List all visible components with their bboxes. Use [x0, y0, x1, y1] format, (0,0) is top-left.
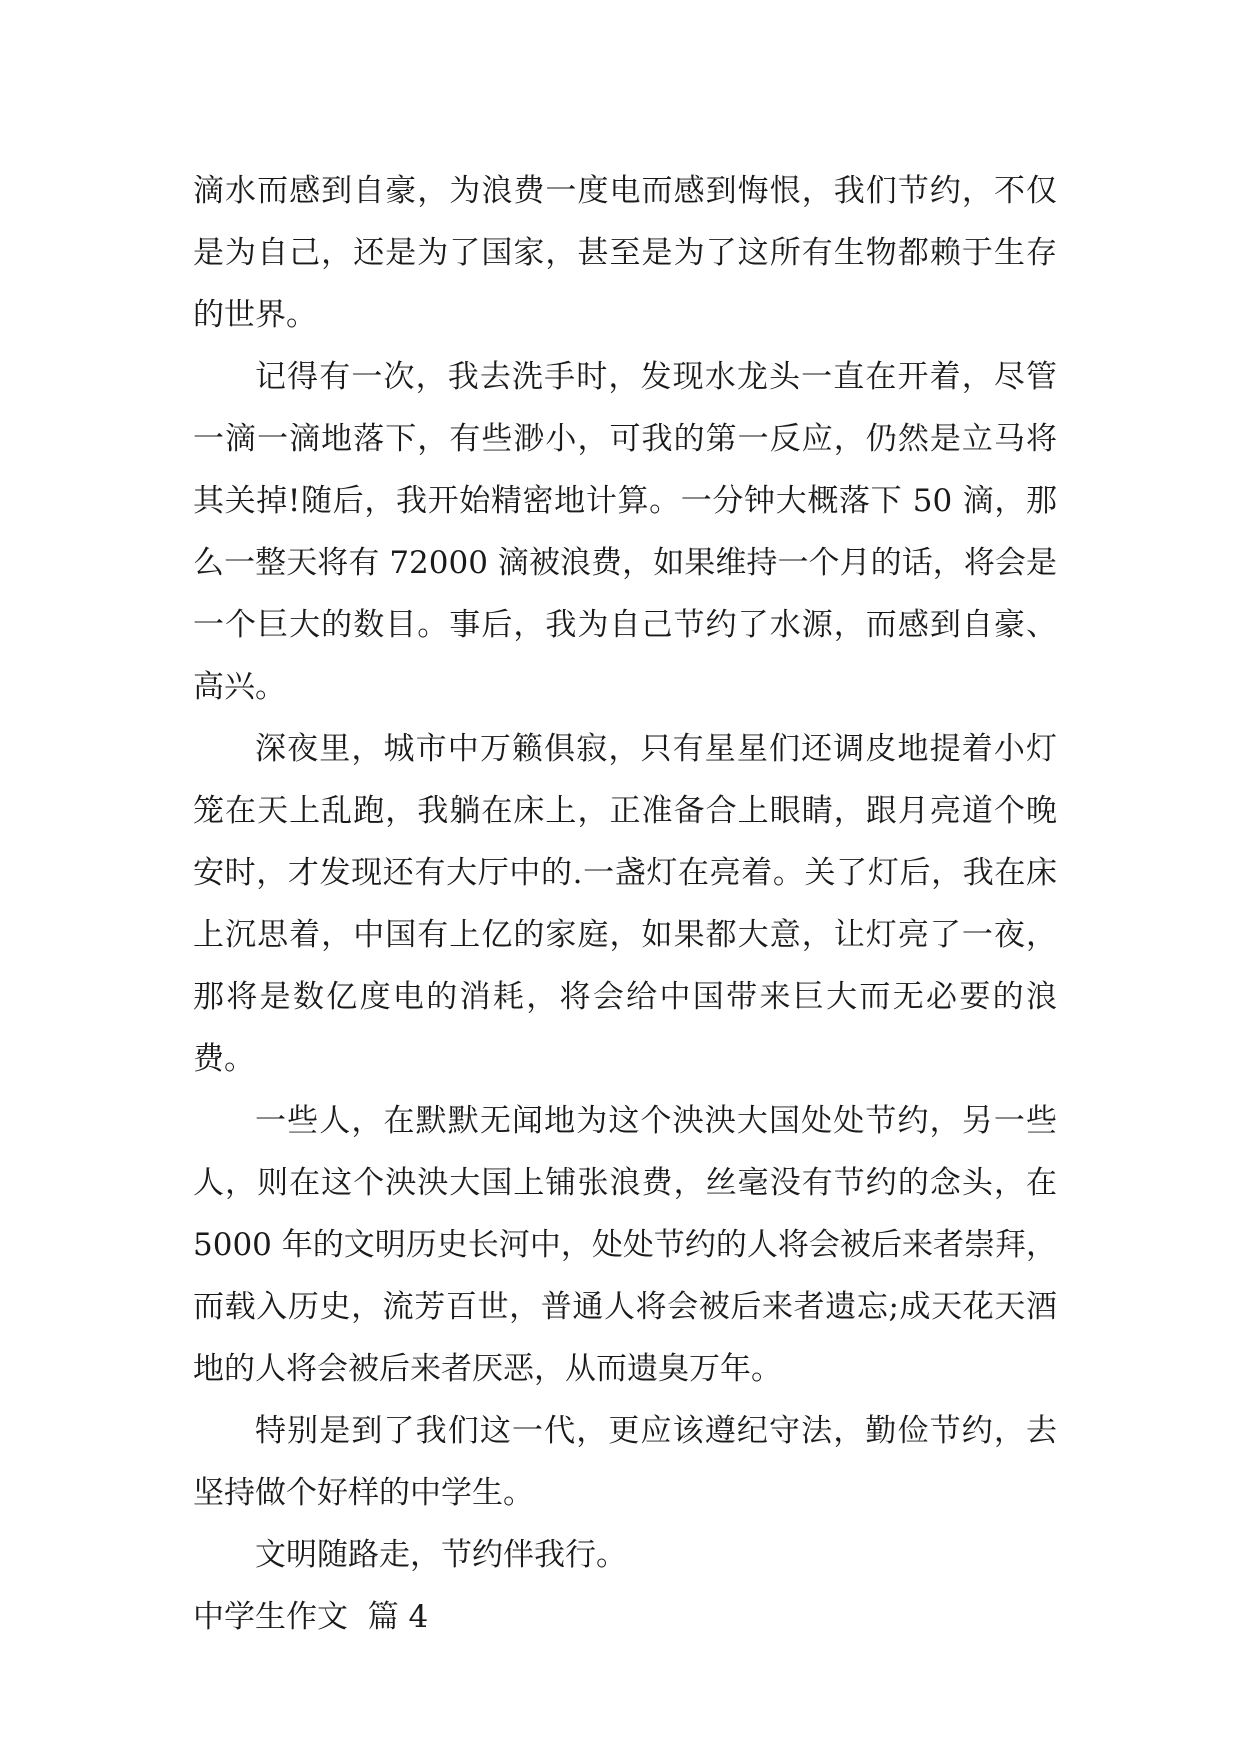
paragraph-3: 深夜里，城市中万籁俱寂，只有星星们还调皮地提着小灯笼在天上乱跑，我躺在床上，正准备合上眼睛，跟月亮道个晚安时，才发现还有大厅中的.一盏灯在亮着。关了灯后，我在床上沉思着，中国有上亿的家庭，如果都大意，让灯亮了一夜，那将是数亿度电的消耗，将会给中国带来巨大而无必要的浪费。 — [193, 731, 1057, 1077]
section-title: 中学生作文 篇 4 — [193, 1599, 429, 1635]
paragraph-2: 记得有一次，我去洗手时，发现水龙头一直在开着，尽管一滴一滴地落下，有些渺小，可我的第一反应，仍然是立马将其关掉!随后，我开始精密地计算。一分钟大概落下 50 滴，那么一整天将有 72000 滴被浪费，如果维持一个月的话，将会是一个巨大的数目。事后，我为自己节约了水源，而感到自豪、高兴。 — [193, 359, 1057, 705]
paragraph-6: 文明随路走，节约伴我行。 — [255, 1537, 627, 1573]
document-body — [193, 160, 1057, 1648]
paragraph-1: 滴水而感到自豪，为浪费一度电而感到悔恨，我们节约，不仅是为自己，还是为了国家，甚至是为了这所有生物都赖于生存的世界。 — [193, 173, 1057, 333]
paragraph-4: 一些人，在默默无闻地为这个泱泱大国处处节约，另一些人，则在这个泱泱大国上铺张浪费，丝毫没有节约的念头，在 5000 年的文明历史长河中，处处节约的人将会被后来者崇拜，而载入历史，流芳百世，普通人将会被后来者遗忘;成天花天酒地的人将会被后来者厌恶，从而遗臭万年。 — [193, 1103, 1057, 1387]
paragraph-5: 特别是到了我们这一代，更应该遵纪守法，勤俭节约，去坚持做个好样的中学生。 — [193, 1413, 1057, 1511]
